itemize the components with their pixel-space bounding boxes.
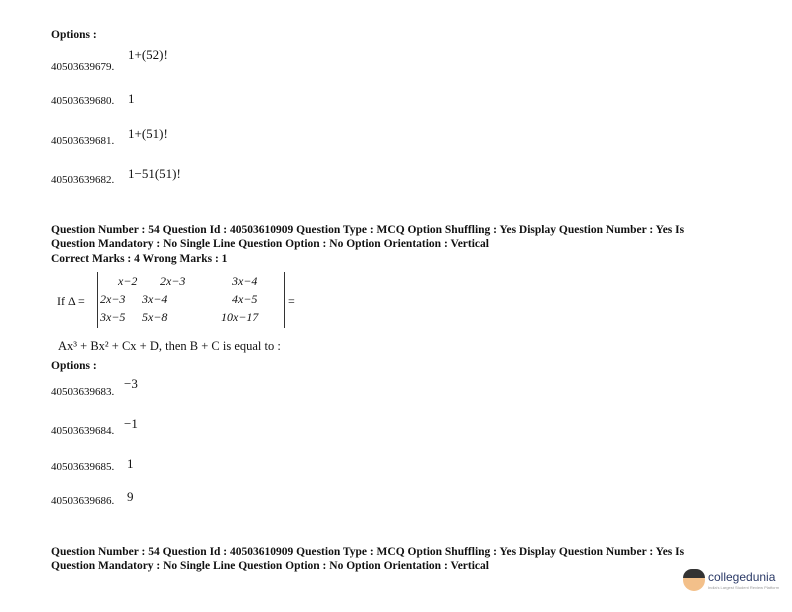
determinant xyxy=(57,272,295,330)
question-header xyxy=(51,545,751,573)
options-label: Options : xyxy=(51,29,97,41)
collegedunia-logo xyxy=(683,569,783,597)
option-id: 40503639680. xyxy=(51,95,115,107)
matrix-cell: x−2 xyxy=(118,274,138,288)
option-id: 40503639681. xyxy=(51,135,115,147)
question-header-line1: Question Number : 54 Question Id : 40503610909 Question Type : MCQ Option Shuffling : Yes Display Question Number : Yes Is xyxy=(51,546,685,558)
option-id: 40503639685. xyxy=(51,461,115,473)
matrix-cell: 4x−5 xyxy=(232,292,258,306)
question-header-line2: Question Mandatory : No Single Line Question Option : No Option Orientation : Vertical xyxy=(51,238,489,250)
option-text: −1 xyxy=(124,416,138,431)
question-header-line2: Question Mandatory : No Single Line Question Option : No Option Orientation : Vertical xyxy=(51,560,489,572)
matrix-cell: 2x−3 xyxy=(160,274,186,288)
equals-sign: = xyxy=(288,294,295,308)
option-text: 9 xyxy=(127,489,134,504)
option-id: 40503639684. xyxy=(51,425,115,437)
option-text: 1 xyxy=(127,456,134,471)
matrix-cell: 5x−8 xyxy=(142,310,168,324)
option-text: 1 xyxy=(128,91,135,106)
question-header xyxy=(51,223,751,251)
marks-info: Correct Marks : 4 Wrong Marks : 1 xyxy=(51,253,228,265)
option-id: 40503639683. xyxy=(51,386,115,398)
option-id: 40503639679. xyxy=(51,61,115,73)
option-text: 1−51(51)! xyxy=(128,166,181,181)
logo-name: collegedunia xyxy=(708,570,776,584)
options-label: Options : xyxy=(51,360,97,372)
matrix-cell: 3x−4 xyxy=(142,292,168,306)
option-text: 1+(52)! xyxy=(128,47,168,62)
matrix-row xyxy=(98,292,284,310)
matrix-cell: 2x−3 xyxy=(100,292,126,306)
option-id: 40503639682. xyxy=(51,174,115,186)
question-header-line1: Question Number : 54 Question Id : 40503610909 Question Type : MCQ Option Shuffling : Yes Display Question Number : Yes Is xyxy=(51,224,685,236)
logo-tagline: India's Largest Student Review Platform xyxy=(708,585,780,590)
option-text: 1+(51)! xyxy=(128,126,168,141)
matrix-cell: 3x−4 xyxy=(232,274,258,288)
matrix-cell: 10x−17 xyxy=(221,310,259,324)
option-text: −3 xyxy=(124,376,138,391)
matrix-box xyxy=(97,272,285,328)
matrix-cell: 3x−5 xyxy=(100,310,126,324)
question-expression: Ax³ + Bx² + Cx + D, then B + C is equal to : xyxy=(58,339,281,353)
matrix-row xyxy=(98,274,284,292)
if-delta-label: If Δ = xyxy=(57,294,85,308)
option-id: 40503639686. xyxy=(51,495,115,507)
matrix-row xyxy=(98,310,284,328)
